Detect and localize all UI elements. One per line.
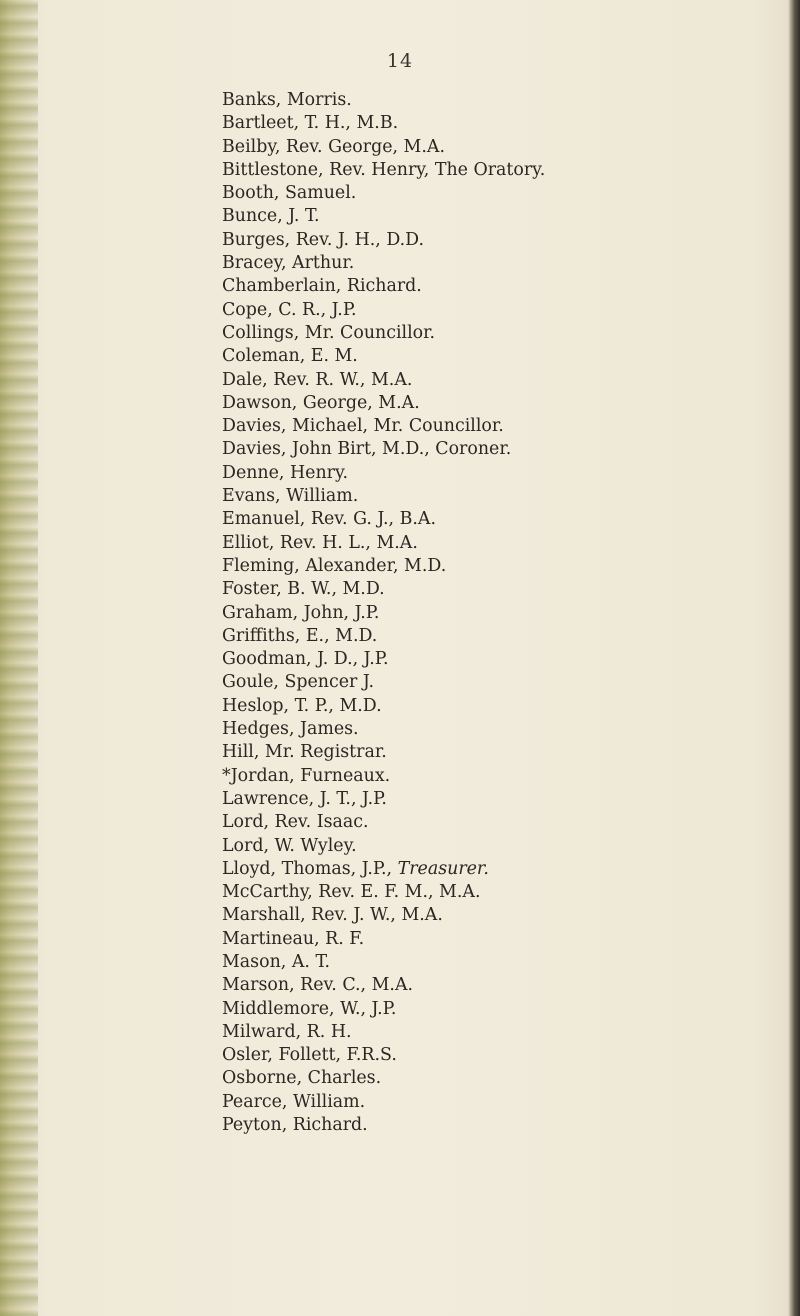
entry-name: Middlemore, W., J.P. (222, 998, 397, 1019)
entry-name: Lloyd, Thomas, J.P., (222, 858, 398, 879)
list-item (222, 508, 545, 531)
list-item (222, 136, 545, 159)
entry-name: Bartleet, T. H., M.B. (222, 113, 399, 134)
entry-name: Hill, Mr. Registrar. (222, 742, 387, 763)
list-item (222, 462, 545, 485)
list-item (222, 835, 545, 858)
entry-name: Burges, Rev. J. H., D.D. (222, 229, 425, 250)
entry-name: Chamberlain, Richard. (222, 276, 422, 297)
list-item (222, 369, 545, 392)
entry-name: Dale, Rev. R. W., M.A. (222, 369, 413, 390)
entry-name: Banks, Morris. (222, 90, 352, 110)
entry-name: Booth, Samuel. (222, 183, 357, 204)
list-item (222, 89, 545, 112)
entry-name: Davies, John Birt, M.D., Coroner. (222, 439, 512, 460)
list-item (222, 928, 545, 951)
entry-name: Bunce, J. T. (222, 206, 320, 227)
entry-name: Milward, R. H. (222, 1021, 352, 1042)
page-number: 14 (386, 50, 414, 72)
entry-name: Marson, Rev. C., M.A. (222, 975, 414, 996)
list-item (222, 904, 545, 927)
list-item (222, 998, 545, 1021)
list-item (222, 252, 545, 275)
list-item (222, 159, 545, 182)
entry-name: Coleman, E. M. (222, 346, 358, 367)
list-item (222, 718, 545, 741)
entry-name: *Jordan, Furneaux. (222, 765, 391, 786)
list-item (222, 788, 545, 811)
entry-role: Treasurer. (397, 858, 489, 879)
list-item (222, 671, 545, 694)
entry-name: Mason, A. T. (222, 951, 331, 972)
list-item (222, 1091, 545, 1114)
list-item (222, 974, 545, 997)
list-item (222, 299, 545, 322)
list-item (222, 1067, 545, 1090)
list-item (222, 858, 545, 881)
list-item (222, 881, 545, 904)
entry-name: Denne, Henry. (222, 462, 348, 483)
list-item (222, 485, 545, 508)
list-item (222, 322, 545, 345)
list-item (222, 555, 545, 578)
entry-name: Lord, Rev. Isaac. (222, 812, 369, 833)
entry-name: Lawrence, J. T., J.P. (222, 788, 387, 809)
list-item (222, 765, 545, 788)
entry-name: Marshall, Rev. J. W., M.A. (222, 905, 443, 926)
entry-name: Emanuel, Rev. G. J., B.A. (222, 509, 436, 530)
list-item (222, 1044, 545, 1067)
list-item (222, 1021, 545, 1044)
page-binding-edge (0, 0, 38, 1316)
list-item (222, 695, 545, 718)
entry-name: Dawson, George, M.A. (222, 392, 420, 413)
list-item (222, 648, 545, 671)
entry-name: Goule, Spencer J. (222, 672, 375, 693)
list-item (222, 345, 545, 368)
entry-name: Elliot, Rev. H. L., M.A. (222, 532, 418, 553)
entry-name: Cope, C. R., J.P. (222, 299, 357, 320)
list-item (222, 532, 545, 555)
list-item (222, 602, 545, 625)
entry-name: Goodman, J. D., J.P. (222, 649, 389, 670)
entry-name: Martineau, R. F. (222, 928, 365, 949)
list-item (222, 1114, 545, 1137)
page-right-edge (788, 0, 800, 1316)
entry-name: Osborne, Charles. (222, 1068, 382, 1089)
entry-name: Bittlestone, Rev. Henry, The Oratory. (222, 159, 546, 180)
list-item (222, 578, 545, 601)
entry-name: Evans, William. (222, 486, 359, 507)
list-item (222, 112, 545, 135)
list-item (222, 392, 545, 415)
list-item (222, 438, 545, 461)
list-item (222, 275, 545, 298)
entry-name: McCarthy, Rev. E. F. M., M.A. (222, 882, 481, 903)
list-item (222, 229, 545, 252)
entry-name: Pearce, William. (222, 1091, 366, 1112)
subscriber-list (222, 89, 545, 1137)
entry-name: Hedges, James. (222, 719, 359, 740)
entry-name: Graham, John, J.P. (222, 602, 380, 623)
entry-name: Lord, W. Wyley. (222, 835, 357, 856)
entry-name: Peyton, Richard. (222, 1115, 368, 1136)
entry-name: Collings, Mr. Councillor. (222, 322, 436, 343)
entry-name: Beilby, Rev. George, M.A. (222, 136, 445, 157)
entry-name: Foster, B. W., M.D. (222, 579, 385, 600)
entry-name: Fleming, Alexander, M.D. (222, 555, 447, 576)
entry-name: Heslop, T. P., M.D. (222, 695, 382, 716)
list-item (222, 205, 545, 228)
entry-name: Davies, Michael, Mr. Councillor. (222, 416, 504, 437)
entry-name: Griffiths, E., M.D. (222, 625, 378, 646)
list-item (222, 811, 545, 834)
list-item (222, 625, 545, 648)
list-item (222, 951, 545, 974)
entry-name: Osler, Follett, F.R.S. (222, 1045, 397, 1066)
list-item (222, 741, 545, 764)
entry-name: Bracey, Arthur. (222, 253, 355, 274)
list-item (222, 182, 545, 205)
list-item (222, 415, 545, 438)
